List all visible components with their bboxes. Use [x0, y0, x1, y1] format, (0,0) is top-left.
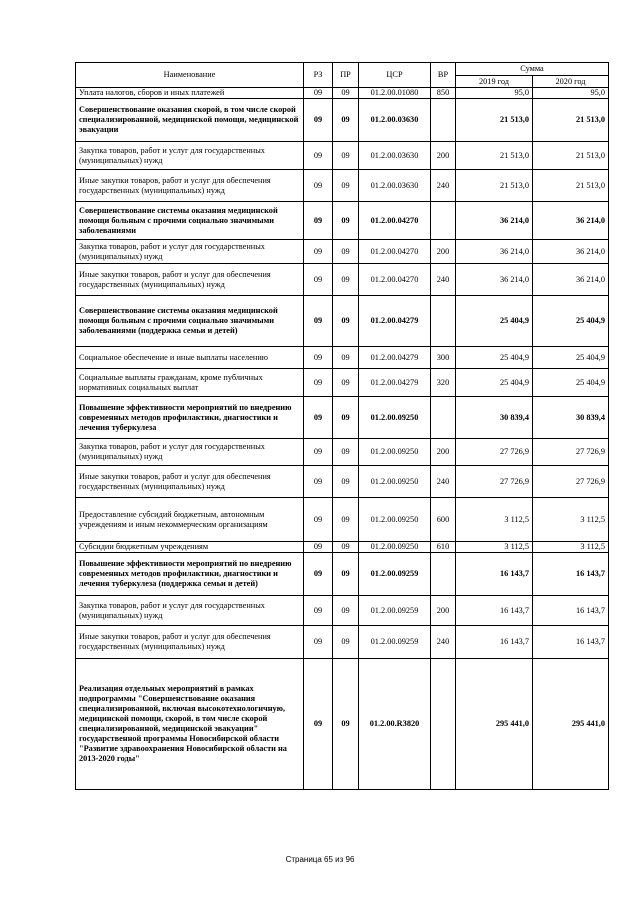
cell-pr: 09 [333, 99, 359, 142]
cell-name: Закупка товаров, работ и услуг для государственных (муниципальных) нужд [76, 596, 304, 626]
cell-sum-2019: 3 112,5 [456, 498, 533, 542]
cell-sum-2019: 27 726,9 [456, 466, 533, 498]
cell-pr: 09 [333, 466, 359, 498]
table-row [76, 170, 609, 202]
cell-name: Совершенствование системы оказания медицинской помощи больным с прочими социально значимыми заболеваниями (поддержка семьи и детей) [76, 296, 304, 347]
cell-sum-2019: 295 441,0 [456, 659, 533, 790]
budget-table [75, 62, 609, 790]
cell-rz: 09 [304, 296, 333, 347]
cell-csr: 01.2.00.03630 [359, 170, 431, 202]
table-row [76, 498, 609, 542]
cell-pr: 09 [333, 553, 359, 596]
cell-sum-2020: 30 839,4 [533, 397, 609, 439]
cell-csr: 01.2.00.04279 [359, 296, 431, 347]
cell-sum-2020: 21 513,0 [533, 170, 609, 202]
header-sum: Сумма [456, 63, 609, 76]
cell-rz: 09 [304, 170, 333, 202]
cell-vr: 300 [431, 347, 456, 369]
page-number: Страница 65 из 96 [285, 855, 355, 864]
cell-vr: 200 [431, 142, 456, 170]
cell-csr: 01.2.00.09250 [359, 439, 431, 466]
cell-vr: 200 [431, 439, 456, 466]
cell-vr: 240 [431, 466, 456, 498]
cell-pr: 09 [333, 369, 359, 397]
cell-pr: 09 [333, 439, 359, 466]
cell-csr: 01.2.00.04279 [359, 369, 431, 397]
cell-name: Закупка товаров, работ и услуг для государственных (муниципальных) нужд [76, 240, 304, 264]
cell-rz: 09 [304, 369, 333, 397]
cell-csr: 01.2.00.04279 [359, 347, 431, 369]
header-pr: ПР [333, 63, 359, 88]
cell-csr: 01.2.00.09259 [359, 626, 431, 659]
table-row [76, 240, 609, 264]
cell-rz: 09 [304, 553, 333, 596]
cell-rz: 09 [304, 542, 333, 553]
cell-sum-2019: 21 513,0 [456, 142, 533, 170]
cell-sum-2019: 36 214,0 [456, 240, 533, 264]
cell-csr: 01.2.00.09250 [359, 466, 431, 498]
cell-sum-2019: 95,0 [456, 88, 533, 99]
cell-name: Закупка товаров, работ и услуг для государственных (муниципальных) нужд [76, 439, 304, 466]
cell-sum-2020: 16 143,7 [533, 596, 609, 626]
table-header [76, 63, 609, 88]
cell-sum-2019: 16 143,7 [456, 596, 533, 626]
cell-sum-2019: 25 404,9 [456, 369, 533, 397]
cell-name: Иные закупки товаров, работ и услуг для обеспечения государственных (муниципальных) нужд [76, 170, 304, 202]
cell-sum-2020: 27 726,9 [533, 439, 609, 466]
cell-csr: 01.2.00.01080 [359, 88, 431, 99]
cell-pr: 09 [333, 170, 359, 202]
cell-csr: 01.2.00.09259 [359, 553, 431, 596]
table-row [76, 369, 609, 397]
cell-name: Совершенствование системы оказания медицинской помощи больным с прочими социально значимыми заболеваниями [76, 202, 304, 240]
cell-sum-2019: 30 839,4 [456, 397, 533, 439]
cell-csr: 01.2.00.09250 [359, 542, 431, 553]
table-row [76, 264, 609, 296]
cell-rz: 09 [304, 466, 333, 498]
cell-vr: 600 [431, 498, 456, 542]
header-name: Наименование [76, 63, 304, 88]
cell-pr: 09 [333, 240, 359, 264]
cell-vr: 240 [431, 264, 456, 296]
cell-name: Реализация отдельных мероприятий в рамках подпрограммы "Совершенствование оказания специализированной, включая высокотехнологичную, медицинской помощи, скорой, в том числе скорой специализированной, медицинской эвакуации" государственной программы Новосибирской области "Развитие здравоохранения Новосибирской области на 2013-2020 годы" [76, 659, 304, 790]
cell-sum-2020: 95,0 [533, 88, 609, 99]
cell-name: Уплата налогов, сборов и иных платежей [76, 88, 304, 99]
cell-rz: 09 [304, 88, 333, 99]
cell-pr: 09 [333, 88, 359, 99]
table-row [76, 439, 609, 466]
cell-csr: 01.2.00.03630 [359, 142, 431, 170]
cell-sum-2019: 3 112,5 [456, 542, 533, 553]
cell-pr: 09 [333, 498, 359, 542]
cell-pr: 09 [333, 347, 359, 369]
cell-rz: 09 [304, 264, 333, 296]
cell-sum-2020: 36 214,0 [533, 240, 609, 264]
cell-sum-2020: 21 513,0 [533, 142, 609, 170]
cell-sum-2020: 36 214,0 [533, 264, 609, 296]
cell-sum-2019: 36 214,0 [456, 264, 533, 296]
cell-pr: 09 [333, 542, 359, 553]
cell-rz: 09 [304, 202, 333, 240]
cell-sum-2020: 21 513,0 [533, 99, 609, 142]
cell-sum-2019: 21 513,0 [456, 99, 533, 142]
cell-rz: 09 [304, 397, 333, 439]
cell-pr: 09 [333, 142, 359, 170]
cell-pr: 09 [333, 626, 359, 659]
table-row [76, 626, 609, 659]
cell-sum-2020: 36 214,0 [533, 202, 609, 240]
cell-csr: 01.2.00.04270 [359, 264, 431, 296]
table-body [76, 88, 609, 790]
header-csr: ЦСР [359, 63, 431, 88]
cell-sum-2019: 25 404,9 [456, 296, 533, 347]
cell-rz: 09 [304, 626, 333, 659]
cell-name: Совершенствование оказания скорой, в том числе скорой специализированной, медицинской помощи, медицинской эвакуации [76, 99, 304, 142]
cell-sum-2019: 27 726,9 [456, 439, 533, 466]
cell-vr: 200 [431, 240, 456, 264]
cell-rz: 09 [304, 596, 333, 626]
cell-rz: 09 [304, 347, 333, 369]
cell-name: Иные закупки товаров, работ и услуг для обеспечения государственных (муниципальных) нужд [76, 626, 304, 659]
cell-name: Повышение эффективности мероприятий по внедрению современных методов профилактики, диагностики и лечения туберкулеза (поддержка семьи и детей) [76, 553, 304, 596]
table-row [76, 202, 609, 240]
cell-vr: 200 [431, 596, 456, 626]
cell-rz: 09 [304, 659, 333, 790]
cell-csr: 01.2.00.R3820 [359, 659, 431, 790]
cell-sum-2019: 21 513,0 [456, 170, 533, 202]
cell-name: Предоставление субсидий бюджетным, автономным учреждениям и иным некоммерческим организациям [76, 498, 304, 542]
cell-pr: 09 [333, 659, 359, 790]
cell-vr: 240 [431, 170, 456, 202]
table-row [76, 99, 609, 142]
cell-vr [431, 397, 456, 439]
cell-vr [431, 659, 456, 790]
cell-sum-2020: 16 143,7 [533, 626, 609, 659]
cell-sum-2020: 295 441,0 [533, 659, 609, 790]
cell-csr: 01.2.00.04270 [359, 240, 431, 264]
cell-sum-2020: 25 404,9 [533, 347, 609, 369]
table-row [76, 347, 609, 369]
header-rz: РЗ [304, 63, 333, 88]
table-row [76, 466, 609, 498]
cell-sum-2020: 27 726,9 [533, 466, 609, 498]
table-row [76, 553, 609, 596]
cell-sum-2019: 16 143,7 [456, 626, 533, 659]
cell-name: Закупка товаров, работ и услуг для государственных (муниципальных) нужд [76, 142, 304, 170]
cell-sum-2019: 16 143,7 [456, 553, 533, 596]
header-vr: ВР [431, 63, 456, 88]
cell-name: Социальное обеспечение и иные выплаты населению [76, 347, 304, 369]
table-row [76, 596, 609, 626]
cell-name: Повышение эффективности мероприятий по внедрению современных методов профилактики, диагностики и лечения туберкулеза [76, 397, 304, 439]
cell-name: Иные закупки товаров, работ и услуг для обеспечения государственных (муниципальных) нужд [76, 466, 304, 498]
cell-pr: 09 [333, 264, 359, 296]
cell-vr: 320 [431, 369, 456, 397]
cell-vr [431, 553, 456, 596]
cell-pr: 09 [333, 397, 359, 439]
table-row [76, 397, 609, 439]
cell-csr: 01.2.00.09259 [359, 596, 431, 626]
cell-pr: 09 [333, 296, 359, 347]
table-row [76, 88, 609, 99]
cell-vr [431, 202, 456, 240]
cell-rz: 09 [304, 99, 333, 142]
cell-rz: 09 [304, 240, 333, 264]
table-row [76, 659, 609, 790]
cell-csr: 01.2.00.09250 [359, 498, 431, 542]
cell-sum-2020: 3 112,5 [533, 498, 609, 542]
cell-sum-2020: 3 112,5 [533, 542, 609, 553]
table-row [76, 296, 609, 347]
cell-csr: 01.2.00.09250 [359, 397, 431, 439]
cell-sum-2020: 16 143,7 [533, 553, 609, 596]
cell-pr: 09 [333, 202, 359, 240]
cell-sum-2019: 36 214,0 [456, 202, 533, 240]
cell-name: Иные закупки товаров, работ и услуг для обеспечения государственных (муниципальных) нужд [76, 264, 304, 296]
cell-name: Субсидии бюджетным учреждениям [76, 542, 304, 553]
header-year-2020: 2020 год [533, 76, 609, 88]
table-row [76, 142, 609, 170]
cell-vr: 850 [431, 88, 456, 99]
cell-vr [431, 296, 456, 347]
cell-sum-2019: 25 404,9 [456, 347, 533, 369]
cell-sum-2020: 25 404,9 [533, 296, 609, 347]
header-year-2019: 2019 год [456, 76, 533, 88]
cell-name: Социальные выплаты гражданам, кроме публичных нормативных социальных выплат [76, 369, 304, 397]
cell-csr: 01.2.00.04270 [359, 202, 431, 240]
cell-vr [431, 99, 456, 142]
cell-rz: 09 [304, 498, 333, 542]
cell-rz: 09 [304, 142, 333, 170]
cell-vr: 610 [431, 542, 456, 553]
cell-csr: 01.2.00.03630 [359, 99, 431, 142]
cell-rz: 09 [304, 439, 333, 466]
cell-vr: 240 [431, 626, 456, 659]
cell-pr: 09 [333, 596, 359, 626]
table-row [76, 542, 609, 553]
cell-sum-2020: 25 404,9 [533, 369, 609, 397]
